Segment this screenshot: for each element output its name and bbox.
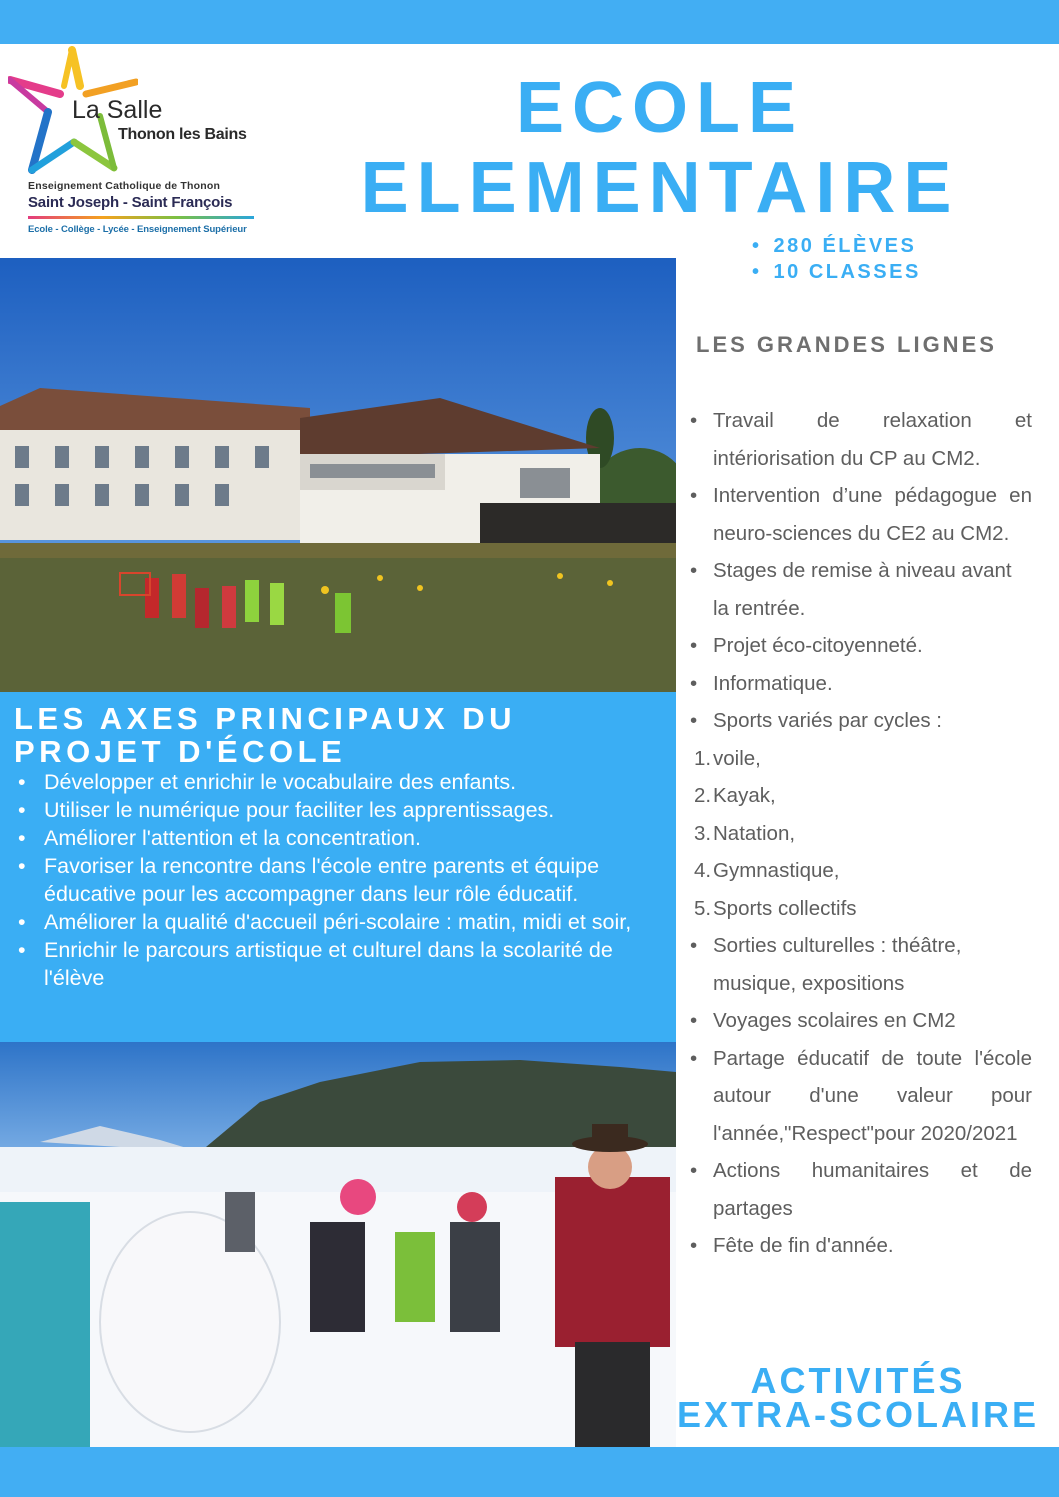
ligne-item: • Travail de relaxation et intériorisation du CP au CM2. [690,402,1032,477]
activites-heading [672,1360,1044,1435]
stat-classes: • 10 CLASSES [752,259,921,285]
sport-label: Gymnastique, [713,859,840,882]
axes-item: • Améliorer l'attention et la concentration. [16,824,672,852]
logo-divider [28,216,254,219]
sport-item: 2. Kayak, [694,784,776,807]
sport-label: Sports collectifs [713,896,857,920]
ligne-item: • Informatique. [690,665,1032,703]
ligne-item: • Fête de fin d'année. [690,1227,1032,1265]
ligne-item: • Intervention d’une pédagogue en neuro-sciences du CE2 au CM2. [690,477,1032,552]
ligne-item: • Sports variés par cycles : [690,702,1032,740]
activites-line-2: EXTRA-SCOLAIRE [676,1394,1039,1435]
grandes-lignes-list [690,402,1032,1265]
ligne-item: • Actions humanitaires et de partages [690,1152,1032,1227]
axes-panel [0,692,676,1042]
logo-city: Thonon les Bains [118,126,247,143]
sport-label: Kayak, [713,784,776,807]
title-line-1: ECOLE [515,68,805,148]
stat-students: • 280 ÉLÈVES [752,233,921,259]
sport-label: Natation, [713,821,796,845]
top-banner [0,0,1059,44]
axes-item: • Enrichir le parcours artistique et culturel dans la scolarité de l'élève [16,936,672,992]
ligne-item: • Stages de remise à niveau avant la rentrée. [690,552,1032,627]
sport-label: voile, [713,746,761,770]
sport-item: 1. voile, [694,746,761,770]
grandes-lignes-title: LES GRANDES LIGNES [696,332,997,357]
logo-schools: Saint Joseph - Saint François [28,194,233,211]
sport-item: 5. Sports collectifs [694,896,857,920]
ligne-item: • Partage éducatif de toute l'école autour d'une valeur pour l'année,"Respect"pour 2020/2021 [690,1040,1032,1153]
ligne-item: • Projet éco-citoyenneté. [690,627,1032,665]
logo-org: Enseignement Catholique de Thonon [28,180,221,192]
activites-line-1: ACTIVITÉS [750,1360,966,1401]
axes-item: • Utiliser le numérique pour faciliter les apprentissages. [16,796,672,824]
sport-item: 3. Natation, [694,821,796,845]
ligne-item: • Sorties culturelles : théâtre, musique, expositions [690,927,1032,1002]
bottom-banner [0,1447,1059,1497]
sport-item: 4. Gymnastique, [694,859,840,882]
axes-title: LES AXES PRINCIPAUX DU PROJET D'ÉCOLE [14,701,517,769]
snow-outing-photo [0,1042,676,1447]
axes-item: • Favoriser la rencontre dans l'école entre parents et équipe éducative pour les accompagner dans leur rôle éducatif. [16,852,672,908]
page-title [340,68,980,228]
logo-levels: Ecole - Collège - Lycée - Enseignement Supérieur [28,224,247,235]
ligne-item: • Voyages scolaires en CM2 [690,1002,1032,1040]
school-logo [8,46,258,242]
school-yard-photo [0,258,676,692]
axes-item: • Améliorer la qualité d'accueil péri-scolaire : matin, midi et soir, [16,908,672,936]
school-stats [752,233,921,285]
axes-item: • Développer et enrichir le vocabulaire des enfants. [16,768,672,796]
title-line-2: ELEMENTAIRE [360,148,960,228]
axes-list [16,768,672,992]
logo-name: La Salle [72,96,163,124]
